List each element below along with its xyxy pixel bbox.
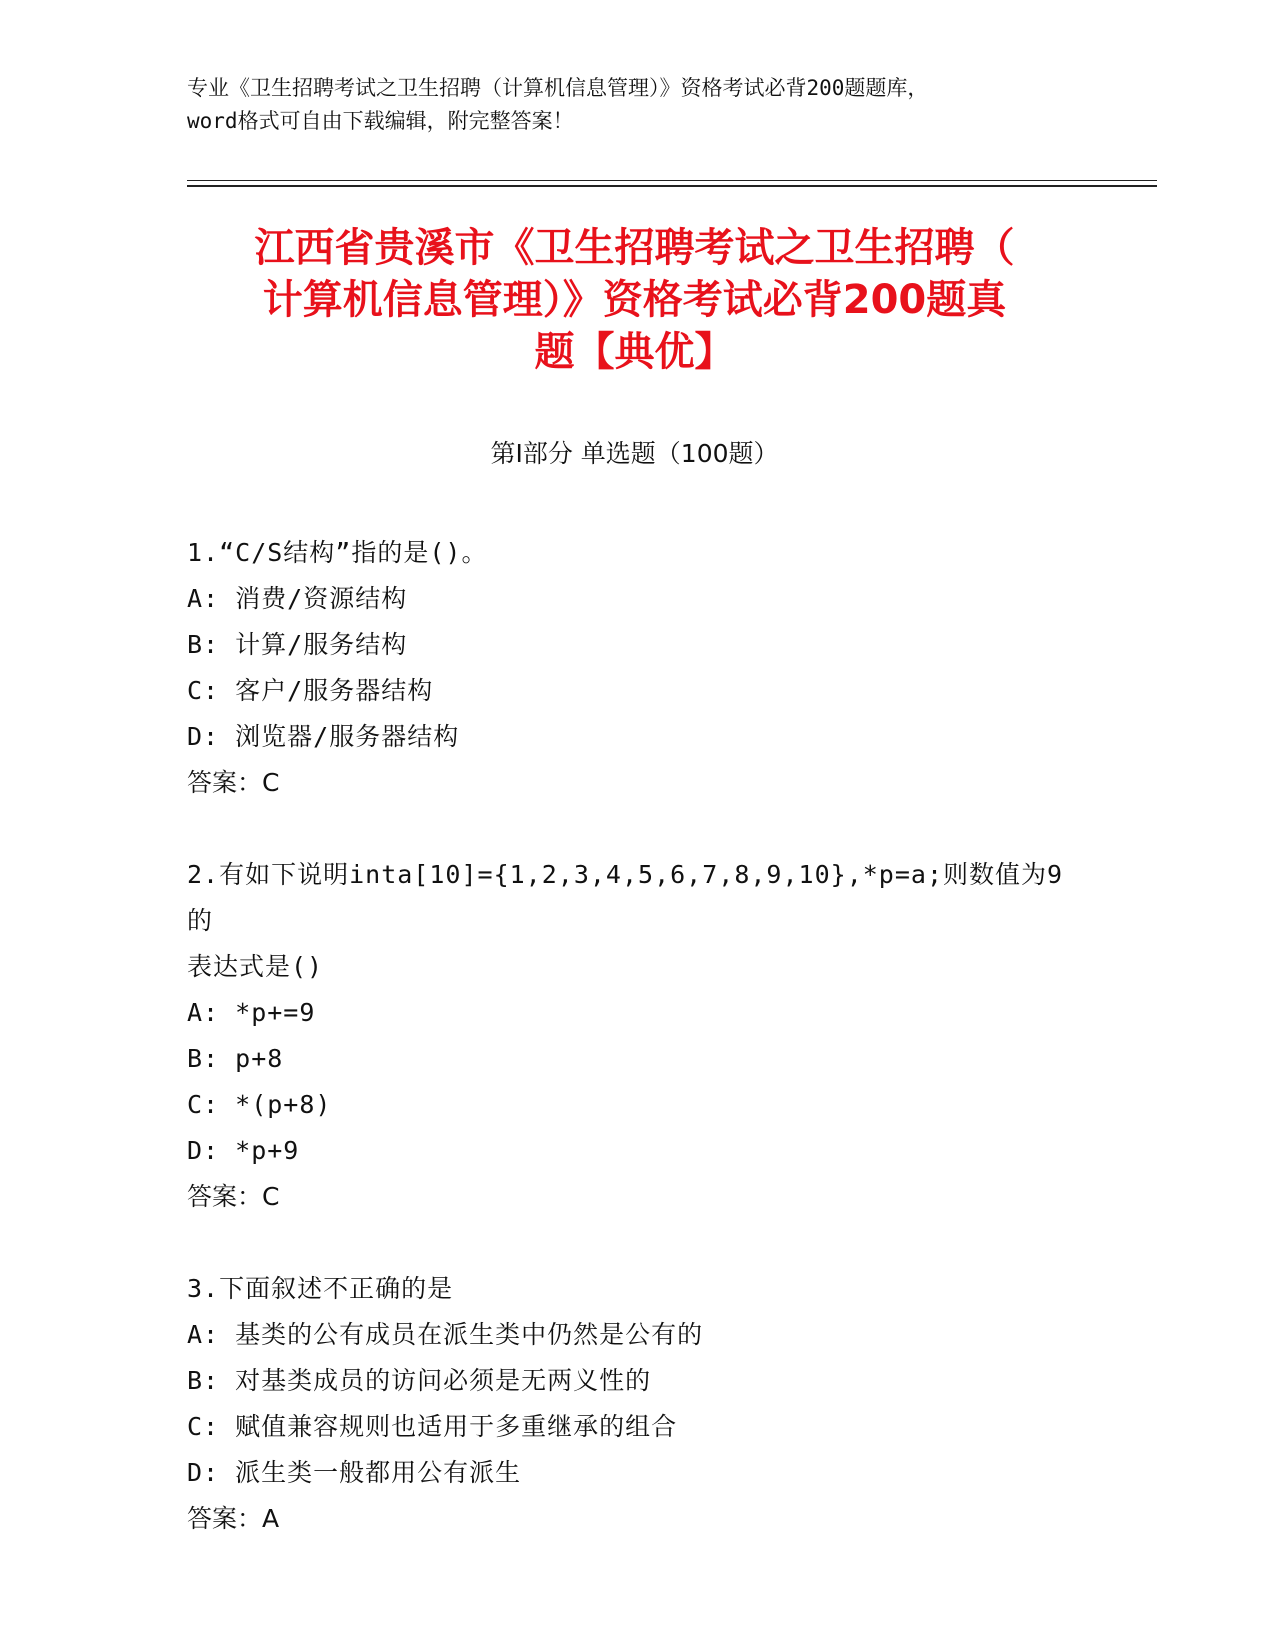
section-heading: 第Ⅰ部分 单选题（100题）	[490, 439, 779, 468]
option-d: D: *p+9	[187, 1136, 300, 1165]
option-c: C: 赋值兼容规则也适用于多重继承的组合	[187, 1412, 678, 1441]
document-title-line-1: 江西省贵溪市《卫生招聘考试之卫生招聘（	[254, 225, 1015, 271]
question-stem: 2.有如下说明inta[10]={1,2,3,4,5,6,7,8,9,10},*p=a;则数值为9的	[187, 860, 1064, 935]
question-stem: 3.下面叙述不正确的是	[187, 1274, 454, 1303]
option-a: A: 基类的公有成员在派生类中仍然是公有的	[187, 1320, 704, 1349]
answer: 答案：C	[187, 1182, 280, 1211]
question-3	[187, 1266, 1087, 1542]
answer: 答案：A	[187, 1504, 280, 1533]
header-divider-thin	[187, 180, 1157, 181]
option-b: B: p+8	[187, 1044, 284, 1073]
question-1	[187, 530, 1087, 806]
header-divider-thick	[187, 185, 1157, 187]
header-note-line-1: 专业《卫生招聘考试之卫生招聘（计算机信息管理）》资格考试必背200题题库，	[187, 76, 929, 100]
question-stem-continued: 表达式是()	[187, 952, 324, 981]
document-title	[187, 222, 1082, 378]
question-2	[187, 852, 1087, 1220]
option-b: B: 计算/服务结构	[187, 630, 408, 659]
option-a: A: *p+=9	[187, 998, 316, 1027]
option-c: C: *(p+8)	[187, 1090, 332, 1119]
option-d: D: 浏览器/服务器结构	[187, 722, 460, 751]
header-note	[187, 72, 1087, 138]
header-note-line-2: word格式可自由下载编辑，附完整答案！	[187, 109, 574, 133]
option-a: A: 消费/资源结构	[187, 584, 408, 613]
document-title-line-3: 题【典优】	[534, 329, 735, 375]
option-c: C: 客户/服务器结构	[187, 676, 434, 705]
option-b: B: 对基类成员的访问必须是无两义性的	[187, 1366, 652, 1395]
document-title-line-2: 计算机信息管理）》资格考试必背200题真	[262, 277, 1007, 323]
option-d: D: 派生类一般都用公有派生	[187, 1458, 522, 1487]
question-list	[187, 530, 1087, 1588]
answer: 答案：C	[187, 768, 280, 797]
question-stem: 1.“C/S结构”指的是()。	[187, 538, 488, 567]
